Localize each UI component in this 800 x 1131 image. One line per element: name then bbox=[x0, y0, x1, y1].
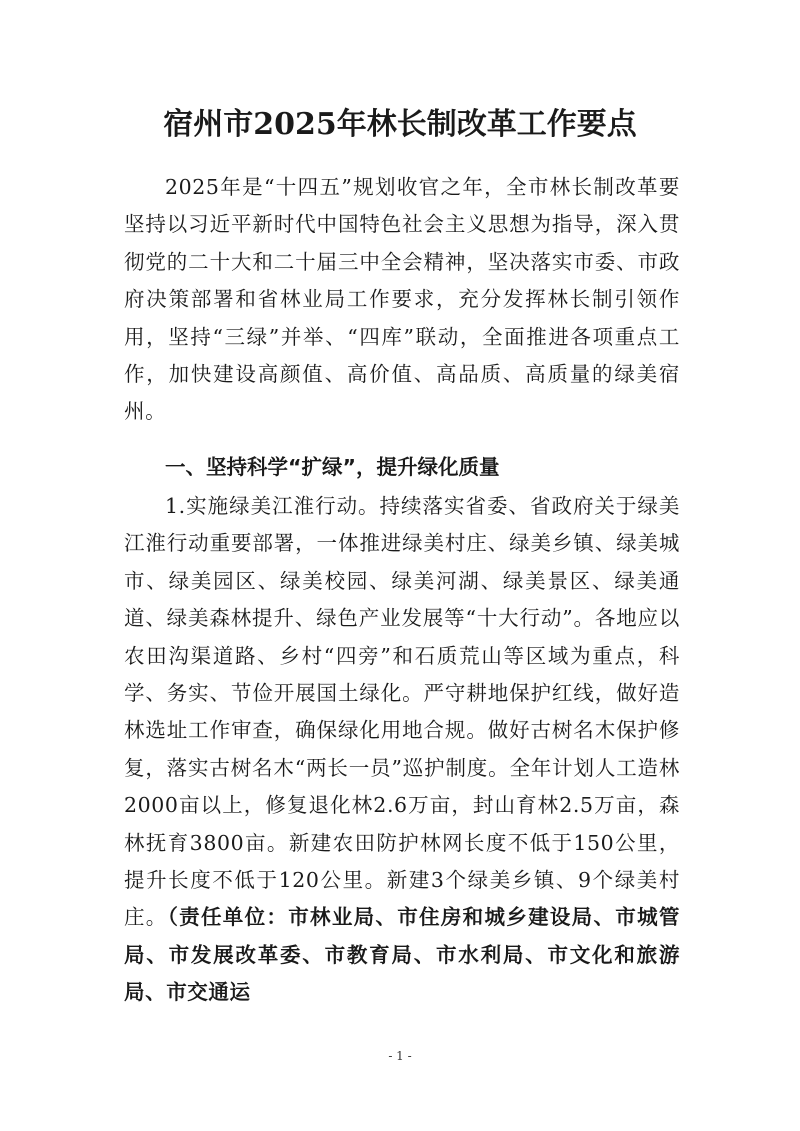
intro-paragraph: 2025年是“十四五”规划收官之年，全市林长制改革要坚持以习近平新时代中国特色社会主义思想为指导，深入贯彻党的二十大和二十届三中全会精神，坚决落实市委、市政府决策部署和省林业局工作要求，充分发挥林长制引领作用，坚持“三绿”并举、“四库”联动，全面推进各项重点工作，加快建设高颜值、高价值、高品质、高质量的绿美宿州。 bbox=[124, 175, 680, 424]
page-number: - 1 - bbox=[388, 1049, 412, 1063]
section-heading-1: 一、坚持科学“扩绿”，提升绿化质量 bbox=[165, 455, 500, 479]
document-title: 宿州市2025年林长制改革工作要点 bbox=[163, 107, 637, 142]
item-1-paragraph bbox=[124, 488, 680, 1012]
item-1-text: 1.实施绿美江淮行动。持续落实省委、省政府关于绿美江淮行动重要部署，一体推进绿美村庄、绿美乡镇、绿美城市、绿美园区、绿美校园、绿美河湖、绿美景区、绿美通道、绿美森林提升、绿色产业发展等“十大行动”。各地应以农田沟渠道路、乡村“四旁”和石质荒山等区域为重点，科学、务实、节俭开展国土绿化。严守耕地保护红线，做好造林选址工作审查，确保绿化用地合规。做好古树名木保护修复，落实古树名木“两长一员”巡护制度。全年计划人工造林2000亩以上，修复退化林2.6万亩，封山育林2.5万亩，森林抚育3800亩。新建农田防护林网长度不低于150公里，提升长度不低于120公里。新建3个绿美乡镇、9个绿美村庄。 bbox=[124, 494, 680, 930]
item-1-responsibility: （责任单位：市林业局、市住房和城乡建设局、市城管局、市发展改革委、市教育局、市水利局、市文化和旅游局、市交通运 bbox=[124, 905, 681, 1005]
